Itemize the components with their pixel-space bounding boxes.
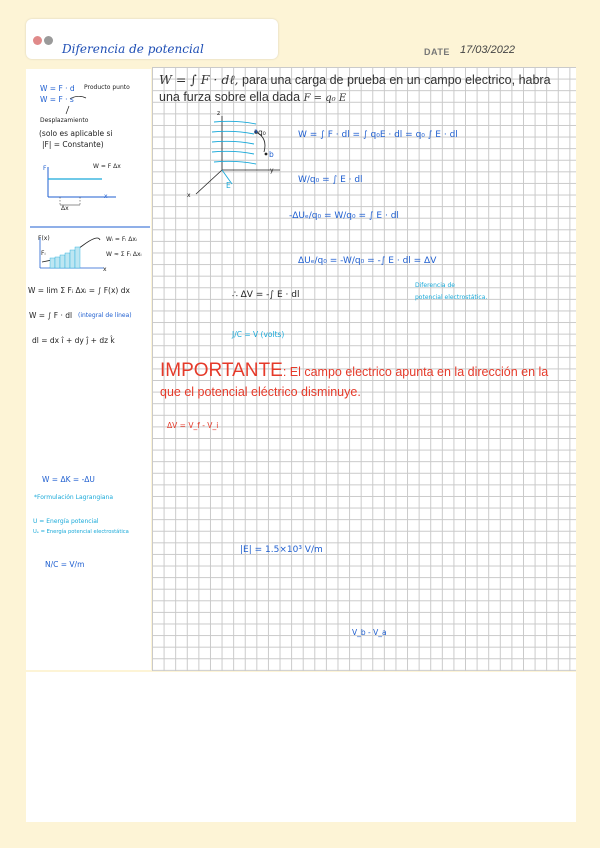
- work-line-integral: W = ∫ F · dℓ,: [159, 72, 239, 87]
- limit-integral-equation: W = lim Σ Fᵢ Δxᵢ = ∫ F(x) dx: [28, 286, 130, 295]
- graph2-wi-label: Wᵢ = Fᵢ Δxᵢ: [106, 236, 138, 243]
- fig-charge-label: q₀: [258, 128, 266, 137]
- fig-x-label: x: [187, 192, 191, 199]
- vb-minus-va: V_b - V_a: [352, 628, 387, 637]
- potential-difference-note-2: potencial electrostática.: [415, 294, 488, 301]
- graph1-dx-label: Δx: [61, 205, 69, 212]
- dl-vector-equation: dl = dx î + dy ĵ + dz k̂: [32, 336, 115, 345]
- important-text: : El campo electrico apunta en la dirección en la que el potencial eléctrico disminuye.: [160, 365, 549, 399]
- fig-z-label: z: [217, 110, 221, 117]
- page-title: Diferencia de potencial: [62, 42, 204, 56]
- condition-line-1: (solo es aplicable si: [39, 129, 113, 138]
- delta-v-definition: ΔV = V_f - V_i: [167, 421, 219, 430]
- line-integral-equation: W = ∫ F · dl: [29, 311, 73, 320]
- gray-dot-icon: [44, 36, 53, 45]
- date-label: DATE: [424, 47, 450, 57]
- fig-b-label: b: [269, 150, 274, 159]
- graph1-x-label: x: [104, 193, 108, 200]
- red-dot-icon: [33, 36, 42, 45]
- work-derivation-eq3: -ΔUₑ/q₀ = W/q₀ = ∫ E · dl: [289, 211, 399, 221]
- graph2-fi-label: Fᵢ: [41, 250, 46, 257]
- annotation-arrows: [56, 96, 96, 118]
- work-formula-fs: W = F · s: [40, 95, 74, 104]
- date-value: 17/03/2022: [460, 44, 516, 56]
- fig-a-label: a: [254, 128, 258, 135]
- joule-per-coulomb: J/C = V (volts): [232, 330, 285, 339]
- displacement-note: Desplazamiento: [40, 117, 89, 124]
- important-note: [160, 361, 570, 402]
- fig-field-label: E: [226, 181, 231, 190]
- graph2-sum-label: W ≈ Σ Fᵢ Δxᵢ: [106, 251, 142, 258]
- graph1-work-label: W = F Δx: [93, 163, 121, 170]
- bottom-blank-area: [26, 672, 576, 822]
- potential-energy-def: U = Energía potencial: [33, 518, 99, 525]
- lagrangian-note: *Formulación Lagrangiana: [34, 494, 114, 501]
- dot-product-note: Producto punto: [84, 84, 130, 91]
- work-energy-theorem: W = ΔK = -ΔU: [42, 475, 95, 484]
- fig-y-label: y: [270, 167, 274, 174]
- graph1-f-label: F: [43, 165, 47, 172]
- sidebar-divider: [30, 225, 150, 229]
- work-formula-fd: W = F · d: [40, 84, 75, 93]
- electrostatic-energy-def: Uₑ = Energía potencial electrostática: [33, 529, 129, 535]
- important-heading: IMPORTANTE: [160, 360, 283, 381]
- variable-force-graph: [36, 236, 106, 276]
- condition-line-2: |F| = Constante): [42, 140, 104, 149]
- field-magnitude: |E| = 1.5×10³ V/m: [240, 545, 323, 555]
- constant-force-graph: [40, 165, 120, 215]
- line-integral-note: (integral de línea): [78, 312, 132, 319]
- graph2-fx-label: F(x): [38, 235, 50, 242]
- sidebar-panel: [26, 69, 151, 670]
- work-derivation-eq4: ΔUₑ/q₀ = -W/q₀ = -∫ E · dl = ΔV: [298, 256, 437, 266]
- work-derivation-eq2: W/q₀ = ∫ E · dl: [298, 175, 363, 185]
- intro-text: para una carga de prueba en un campo electrico, habra una furza sobre ella dada: [159, 73, 551, 104]
- potential-difference-note-1: Diferencia de: [415, 282, 455, 289]
- graph2-x-label: x: [103, 266, 107, 273]
- field-units: N/C = V/m: [45, 560, 85, 569]
- intro-paragraph: [159, 71, 569, 107]
- work-derivation-eq1: W = ∫ F · dl = ∫ q₀E · dl = q₀ ∫ E · dl: [298, 130, 458, 140]
- force-formula: F = q₀ E: [303, 93, 347, 104]
- potential-difference-eq: ∴ ΔV = -∫ E · dl: [232, 290, 300, 300]
